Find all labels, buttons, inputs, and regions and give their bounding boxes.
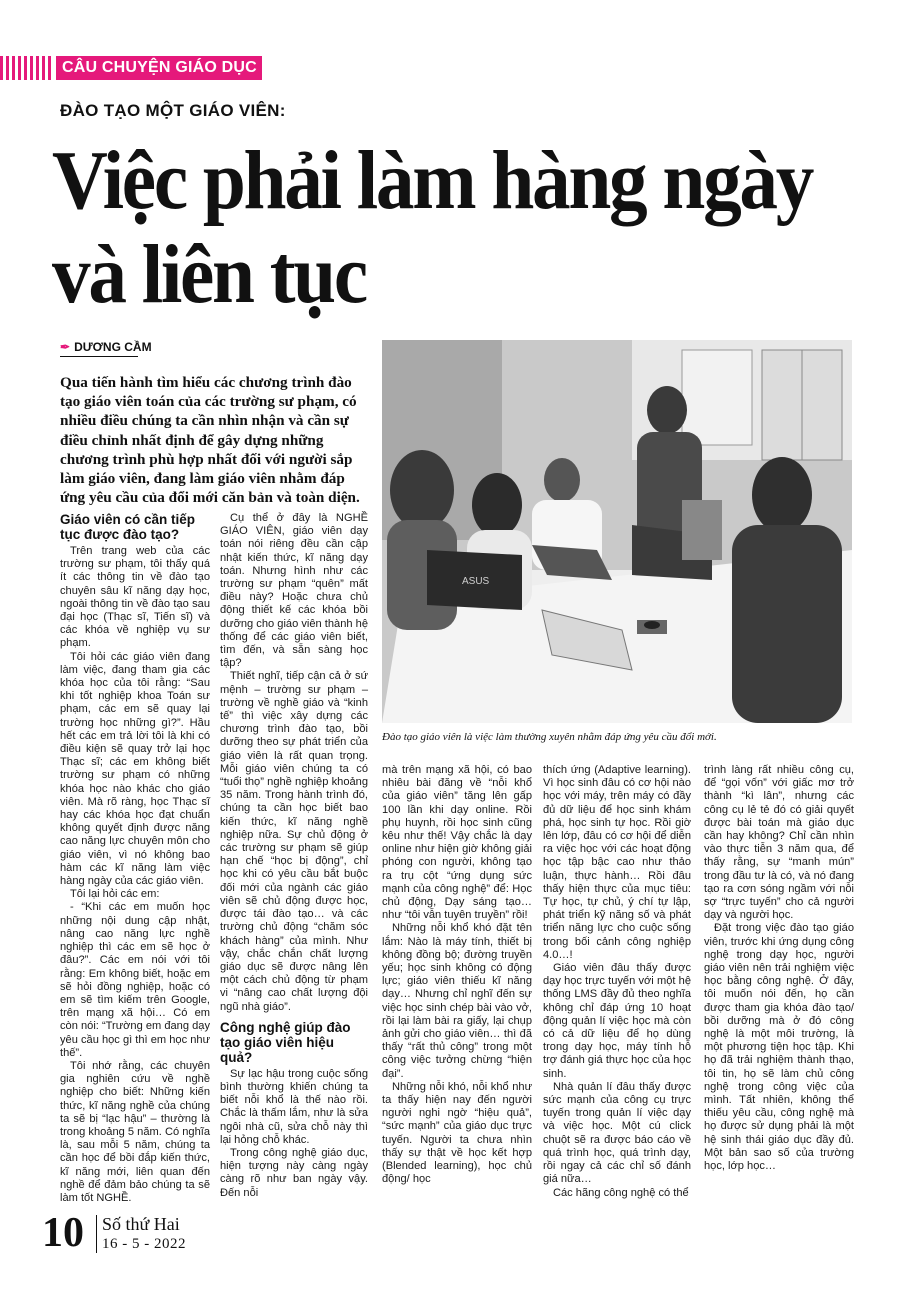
paragraph: Những nỗi khổ khó đặt tên lắm: Nào là máy tính, thiết bị không đồng bộ; đường truyền yếu; học sinh không có động lực; giáo viên thiếu kĩ năng dạy… Nhưng chỉ nghĩ đến sự việc học sinh chép bài vào vở, rồi lại làm bài ra giấy, lại chụp ảnh gửi cho giáo viên… thì đã thấy “rất thủ công” trong một công việc tưởng chừng “hiện đại”.	[382, 922, 532, 1080]
footer-divider	[96, 1215, 97, 1253]
article-kicker: ĐÀO TẠO MỘT GIÁO VIÊN:	[60, 101, 286, 120]
paragraph: Những nỗi khó, nỗi khổ như ta thấy hiện nay đến người người nghi ngờ “hiệu quả”, “sức mạnh” của giáo dục trực tuyến. Người ta chưa nhìn thấy sự thật về học kết hợp (Blended learning), học chủ động/ học	[382, 1080, 532, 1186]
paragraph: Các hãng công nghệ có thể	[553, 1186, 689, 1199]
paragraph: Thiết nghĩ, tiếp cận cả ở sứ mệnh – trường sư phạm – trường về nghề giáo và “kinh tế” thì việc xây dựng các chương trình đào tạo, bồi dưỡng theo sự phát triển của giáo viên là rất quan trọng. Mỗi giáo viên chúng ta có “tuổi thọ” nghề nghiệp khoảng 35 năm. Trong hành trình đó, chúng ta cần học biết bao kiến thức, kĩ năng nghề nghiệp nữa. Sự chủ động ở các trường sư phạm sẽ giúp hạn chế “học bị động”, chỉ học khi có yêu cầu bắt buộc đối mới của ngành các giáo viên sẽ chủ động được học, được tái đào tạo… và các trường chủ động “chăm sóc khách hàng” của mình. Như vậy, chắc chắn chất lượng giáo dục sẽ được nâng lên một cách chủ động từ phạm vi “nâng cao chất lượng đội ngũ nhà giáo”.	[220, 670, 368, 1013]
issue-date: 16 - 5 - 2022	[102, 1236, 186, 1252]
page-number: 10	[42, 1210, 84, 1256]
headline-line-1: Việc phải làm hàng ngày	[52, 134, 813, 227]
article-lead: Qua tiến hành tìm hiểu các chương trình đào tạo giáo viên toán của các trường sư phạm, có nhiều điều chúng ta cần nhìn nhận và cần sự điều chỉnh nhất định để gây dựng những chương trình phù hợp nhất đối với người sắp làm giáo viên, đang làm giáo viên nhằm đáp ứng yêu cầu của đổi mới căn bản và toàn diện.	[60, 374, 360, 507]
subheading: Giáo viên có cần tiếp tục được đào tạo?	[60, 512, 196, 542]
headline-line-2: và liên tục	[52, 228, 366, 321]
article-photo	[382, 340, 852, 723]
pen-icon: ✒	[60, 340, 71, 354]
issue-name: Số thứ Hai	[102, 1214, 180, 1234]
text-column-3	[382, 764, 532, 1187]
author-byline	[60, 340, 152, 354]
paragraph: mà trên mạng xã hội, có bao nhiêu bài đăng về “nỗi khổ của giáo viên” tăng lên gấp 100 lần khi dạy online. Rồi phụ huynh, rồi học sinh cũng kêu như thế! Vậy chắc là dạy online như hiện giờ không giải phóng con người, không tạo ra trụ cột “ứng dụng sức mạnh của công nghệ” để: Học chủ động, Dạy sáng tạo… như “tôi vẫn tuyên truyền” rồi!	[382, 764, 532, 922]
paragraph: Tôi lại hỏi các em:	[70, 888, 160, 901]
paragraph: Trên trang web của các trường sư phạm, tôi thấy quá ít các thông tin về đào tạo chuyên sâu kĩ năng dạy học, ngoài thông tin về đào tạo sau đại học (Thạc sĩ, Tiến sĩ) và các khóa về nghiệp vụ sư phạm.	[60, 545, 210, 650]
paragraph: Nhà quản lí đâu thấy được sức mạnh của công cụ trực tuyến trong quản lí việc dạy và việc học. Một cú click chuột sẽ ra được báo cáo về quá trình học, quá trình dạy, rồi ngay cả các chỉ số đánh giá nữa…	[543, 1080, 691, 1186]
paragraph: thích ứng (Adaptive learning). Vì học sinh đâu có cơ hội nào học với máy, trên máy có đầy đủ dữ liệu để học sinh khám phá, học sinh tự học. Rồi giờ lên lớp, đâu có cơ hội để diễn ra việc học với các hoạt động học tập bậc cao như thảo luận, thực hành… Rồi đâu thấy hiện thực của mục tiêu: Tự học, tự chủ, ý chí tự lập, phát triển kỹ năng số và phát triển năng lực cho cuộc sống trong bối cảnh công nghiệp 4.0…!	[543, 764, 691, 961]
article-headline	[52, 134, 816, 322]
text-column-4	[543, 764, 691, 1200]
text-column-5	[704, 764, 854, 1173]
section-label: CÂU CHUYỆN GIÁO DỤC	[56, 56, 262, 80]
paragraph: Tôi hỏi các giáo viên đang làm việc, đang tham gia các khóa học của tôi rằng: “Sau khi tốt nghiệp khoa Toán sư phạm, các em sẽ quay lại trường học những gì?”. Hầu hết các em trả lời tôi là khi có điều kiện sẽ quay trở lại học Thạc sĩ; các em không biết trường sư phạm có những khóa học nào khác cho giáo viên. Mà rõ ràng, học Thạc sĩ hay các khóa học đạt chuẩn không quyết định được năng cao năng lực chuyên môn cho giáo viên, vì nó không bao hàm các kĩ năng làm việc hàng ngày của các giáo viên.	[60, 650, 210, 888]
paragraph: - “Khi các em muốn học những nội dung cập nhật, nâng cao năng lực nghề nghiệp thì các em sẽ học ở đâu?”. Các em nói với tôi rằng: Em không biết, hoặc em sẽ hỏi đồng nghiệp, hoặc có em sẽ tìm kiếm trên Google, trên mạng xã hội… Có em còn nói: “Trường em đang dạy yêu cầu học gì thì em học như thế”.	[60, 901, 210, 1059]
paragraph: Tôi nhớ rằng, các chuyên gia nghiên cứu về nghề nghiệp cho biết: Những kiến thức, kĩ năng nghề của chúng ta sẽ bị “lạc hậu” – thường là trong khoảng 5 năm. Có nghĩa là, sau mỗi 5 năm, chúng ta cần học để bồi đắp kiến thức, kĩ năng mới, liên quan đến nghề để đảm bảo chúng ta sẽ làm tốt NGHỀ.	[60, 1059, 210, 1204]
subheading: Công nghệ giúp đào tạo giáo viên hiệu quả?	[220, 1019, 351, 1065]
paragraph: Sự lạc hậu trong cuộc sống bình thường khiến chúng ta biết nỗi khổ là thế nào rồi. Chắc là thấm lắm, như là sửa ngôi nhà cũ, sửa chỗ này thì lại hỏng chỗ khác.	[220, 1067, 368, 1146]
paragraph: Cụ thể ở đây là NGHỀ GIÁO VIÊN, giáo viên dạy toán nói riêng đều cần cập nhật kiến thức, kĩ năng dạy toán. Nhưng hình như các trường sư phạm “quên” mất điều này? Hoặc chưa chủ động thiết kế các khóa bồi dưỡng cho giáo viên thành hệ thống để các giáo viên biết, tìm đến, và sẵn sàng học tập?	[220, 512, 368, 670]
photo-laptop-brand: ASUS	[462, 576, 490, 587]
text-column-2	[220, 512, 368, 1200]
text-column-1	[60, 512, 210, 1205]
author-name: DƯƠNG CẦM	[74, 340, 152, 354]
photo-caption: Đào tạo giáo viên là việc làm thường xuyên nhằm đáp ứng yêu cầu đổi mới.	[382, 731, 717, 743]
paragraph: Giáo viên đâu thấy được dạy học trực tuyến với một hệ thống LMS đầy đủ theo nghĩa không chỉ đáp ứng 10 hoạt động quản lí việc học mà còn có cả dữ liệu để họ dùng trong dạy học, máy tính hỗ trợ đánh giá thực học của học sinh.	[543, 962, 691, 1080]
paragraph: Đặt trong việc đào tạo giáo viên, trước khi ứng dụng công nghệ trong dạy học, người giáo viên nên trải nghiệm việc học bằng công nghệ. Ở đây, tôi muốn nói đến, họ cần được tham gia khóa đào tạo/ bồi dưỡng mà ở đó công nghệ là một môi trường, là một phương tiện học tập. Khi họ đã trải nghiệm thành thạo, tôi tin, họ sẽ làm chủ công nghệ trong công việc của mình. Tất nhiên, không thể thiếu yêu cầu, công nghệ mà họ được sử dụng phải là một hệ sinh thái giáo dục đầy đủ. Một bản sao số của trường học, lớp học…	[704, 922, 854, 1173]
section-decor-bars	[0, 56, 52, 80]
paragraph: trình làng rất nhiều công cụ, để “gọi vốn” với giấc mơ trở thành “kì lân”, nhưng các công cụ lẻ tẻ đó có giải quyết được bài toán mà giáo dục cần hay không? Chỉ cần nhìn vào thực tiễn 3 năm qua, để thấy rằng, sự “manh mún” trong đầu tư là có, và nó đang tạo ra cơn sóng ngầm với nỗi sợ “trực tuyến” cho cả người dạy và người học.	[704, 764, 854, 922]
author-underline	[60, 356, 138, 357]
paragraph: Trong công nghệ giáo dục, hiện tượng này càng ngày càng rõ như ban ngày vậy. Đến nỗi	[220, 1146, 368, 1199]
